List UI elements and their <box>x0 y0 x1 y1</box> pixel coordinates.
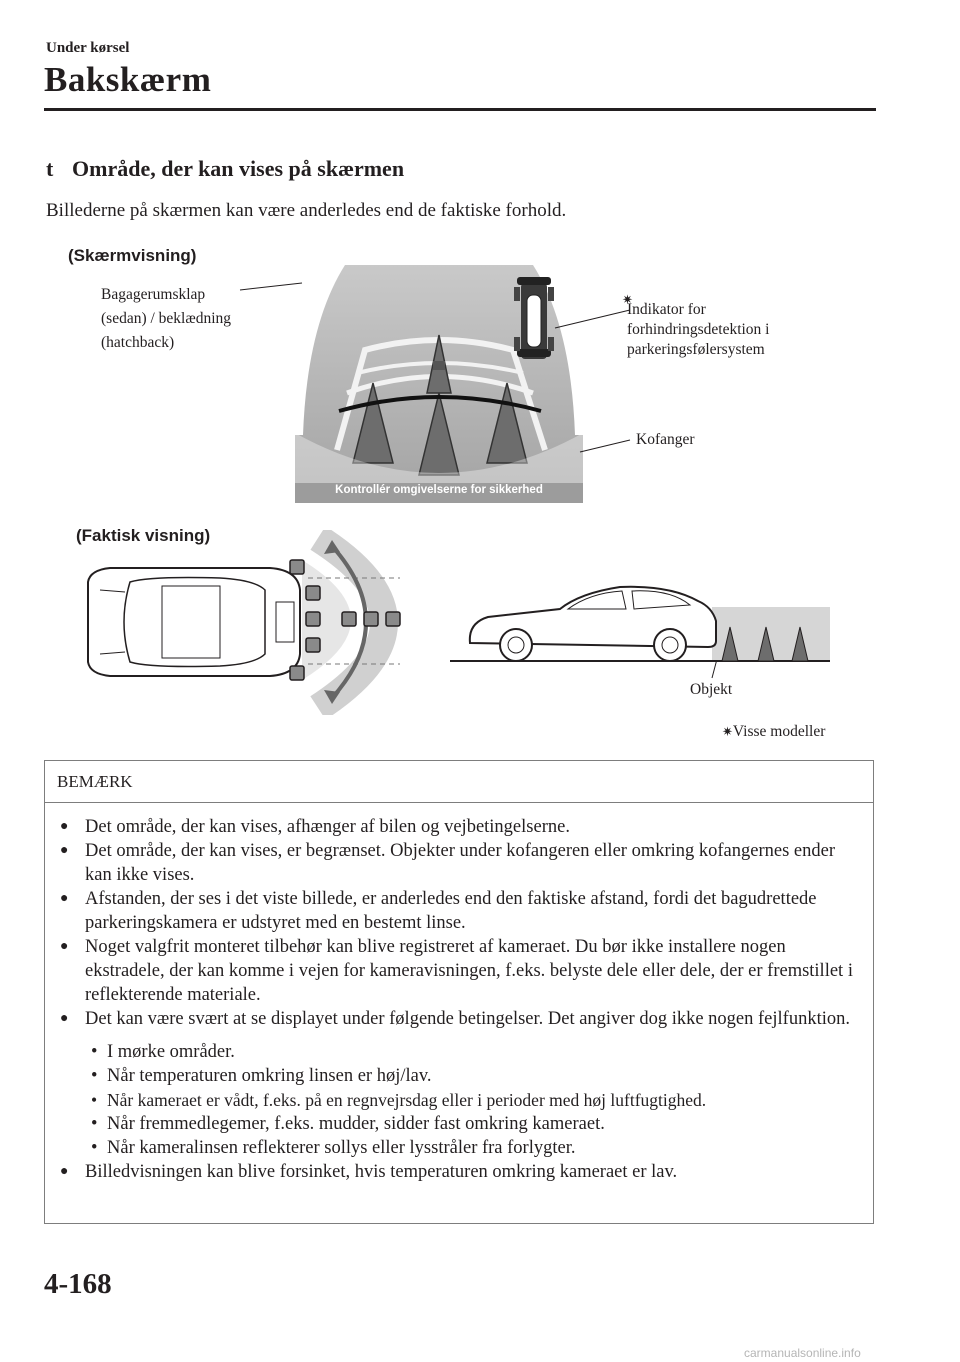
object-callout: Objekt <box>690 681 733 698</box>
page-number: 4-168 <box>44 1268 112 1300</box>
note-header <box>45 761 873 803</box>
note-item: ● Det område, der kan vises, afhænger af bilen og vejbetingelserne. <box>60 817 570 837</box>
note-subitem: • Når kameralinsen reflekterer sollys eller lysstråler fra forlygter. <box>91 1138 576 1158</box>
screen-banner-text: Kontrollér omgivelserne for sikkerhed <box>335 484 543 496</box>
note-subitem: • I mørke områder. <box>91 1042 235 1062</box>
trunk-callout <box>101 285 231 353</box>
trunk-callout-line: (hatchback) <box>101 334 175 351</box>
indicator-leader <box>555 310 630 328</box>
note-list <box>57 815 865 1184</box>
top-view-illustration <box>70 530 410 715</box>
indicator-callout-line: forhindringsdetektion i <box>627 321 770 338</box>
page-title: Bakskærm <box>44 60 212 99</box>
car-side-view <box>470 587 716 661</box>
indicator-callout-line: Indikator for <box>627 301 706 318</box>
note-item: ● Det område, der kan vises, er begrænset. Objekter under kofangeren eller omkring kofangernes ender kan ikke vises. <box>60 841 835 885</box>
footnote-text: Visse modeller <box>732 723 826 740</box>
actual-view-label: (Faktisk visning) <box>76 526 211 545</box>
car-top-view <box>88 568 300 676</box>
note-subitem: • Når temperaturen omkring linsen er høj/lav. <box>91 1066 432 1086</box>
trunk-callout-line: (sedan) / beklædning <box>101 310 232 327</box>
side-view-illustration <box>450 575 830 665</box>
note-item: ● Det kan være svært at se displayet under følgende betingelser. Det angiver dog ikke nogen fejlfunktion. <box>60 1009 850 1029</box>
indicator-callout <box>622 292 770 360</box>
note-subitem: • Når fremmedlegemer, f.eks. mudder, sidder fast omkring kameraet. <box>91 1114 605 1134</box>
footnote <box>722 722 825 742</box>
note-sublist <box>57 1040 865 1160</box>
footnote-asterisk: ✷ <box>722 724 733 739</box>
heading-text: Område, der kan vises på skærmen <box>72 156 405 181</box>
indicator-callout-line: parkeringsfølersystem <box>627 341 765 358</box>
section-label: Under kørsel <box>46 40 130 56</box>
trunk-callout-line: Bagagerumsklap <box>101 286 206 303</box>
note-subitem: • Når kameraet er vådt, f.eks. på en regnvejrsdag eller i perioder med høj luftfugtighed. <box>91 1090 707 1110</box>
note-item: ● Afstanden, der ses i det viste billede, er anderledes end den faktiske afstand, fordi det bagudrettede parkeringskamera er udstyret med en bestemt linse. <box>60 889 817 933</box>
note-item: ● Noget valgfrit monteret tilbehør kan blive registreret af kameraet. Du bør ikke installere nogen ekstradele, der kan komme i vejen for kameravisningen, f.eks. belyste dele eller dele, der er fremstillet i reflekterende materiale. <box>60 937 853 1005</box>
intro-text: Billederne på skærmen kan være anderledes end de faktiske forhold. <box>46 200 567 221</box>
watermark: carmanualsonline.info <box>744 1346 861 1360</box>
heading-marker: t <box>46 156 54 181</box>
trunk-leader <box>240 283 302 290</box>
bumper-leader <box>580 440 630 452</box>
screen-view-label: (Skærmvisning) <box>68 246 197 265</box>
bumper-callout: Kofanger <box>636 431 695 448</box>
note-box <box>44 760 874 1224</box>
note-item: ● Billedvisningen kan blive forsinket, hvis temperaturen omkring kameraet er lav. <box>60 1162 678 1182</box>
asterisk-mark: ✷ <box>622 292 633 307</box>
note-title: BEMÆRK <box>57 772 133 791</box>
